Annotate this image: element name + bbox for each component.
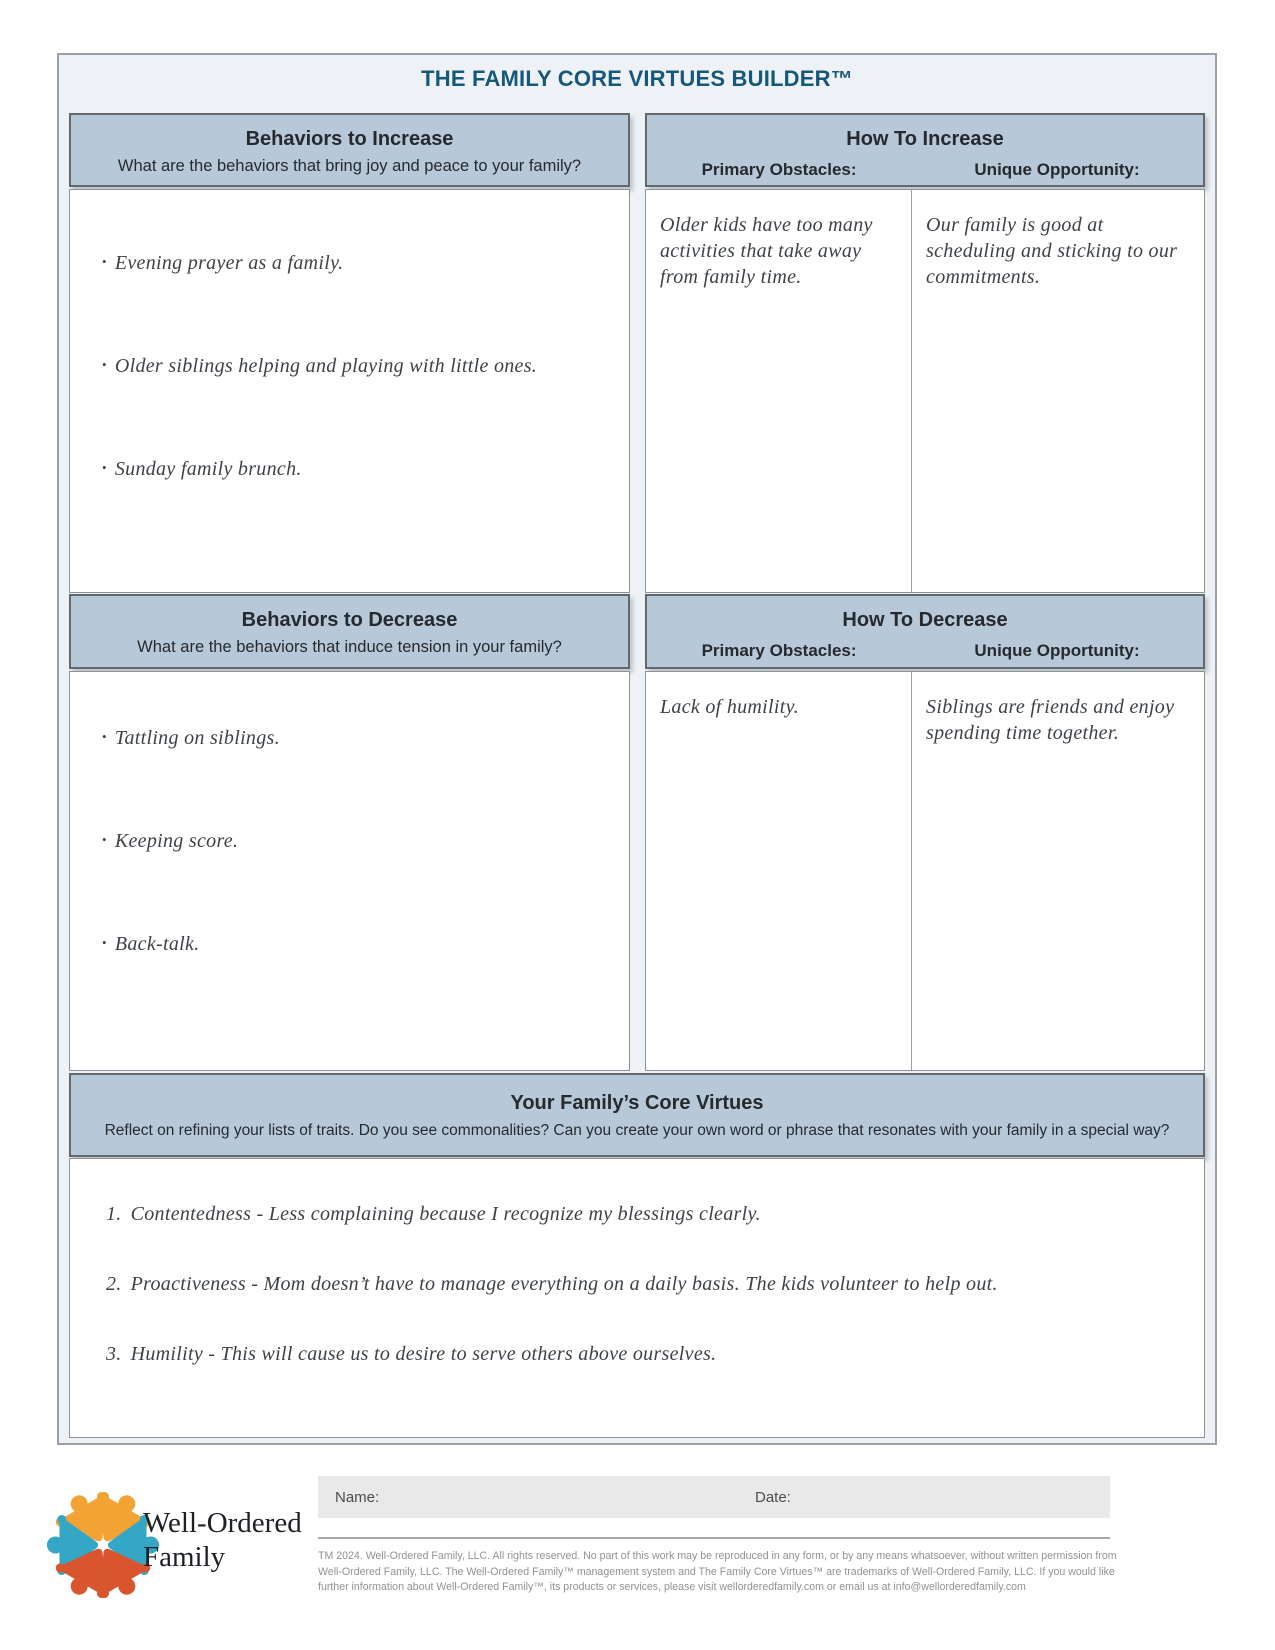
page-title: THE FAMILY CORE VIRTUES BUILDER™ [421,66,853,91]
list-item [102,355,615,378]
virtue-item [106,1203,1184,1226]
how-to-increase-cell[interactable] [645,189,1205,593]
virtue-item [106,1273,1184,1296]
unique-opportunity-cell[interactable] [911,190,1204,592]
behaviors-to-decrease-cell[interactable] [69,671,630,1071]
unique-opportunity-label: Unique Opportunity: [974,641,1140,660]
virtue-number: 1. [106,1203,122,1225]
name-date-bar [318,1476,1110,1518]
obstacles-text: Lack of humility. [660,696,799,718]
bullet-icon: • [102,460,107,475]
brand-wordmark [143,1506,302,1574]
list-item [102,727,615,750]
core-virtues-header [69,1073,1205,1157]
bullet-icon: • [102,935,107,950]
virtue-text: Contentedness - Less complaining because I recognize my blessings clearly. [130,1203,761,1225]
section-title: How To Decrease [842,609,1008,631]
section-prompt: What are the behaviors that induce tension in your family? [137,638,562,656]
primary-obstacles-label: Primary Obstacles: [701,641,857,660]
list-item [102,252,615,275]
obstacles-text: Older kids have too many activities that take away from family time. [660,214,873,288]
bullet-icon: • [102,357,107,372]
section-title: Your Family’s Core Virtues [510,1092,764,1114]
behaviors-to-increase-cell[interactable] [69,189,630,593]
virtue-number: 3. [106,1343,122,1365]
behaviors-to-increase-header [69,113,630,187]
date-field[interactable]: Date: [755,1488,791,1506]
list-item-text: Older siblings helping and playing with little ones. [114,355,538,377]
section-prompt: What are the behaviors that bring joy and peace to your family? [117,157,582,175]
list-item-text: Back-talk. [114,933,200,955]
list-item [102,933,615,956]
list-item-text: Sunday family brunch. [114,458,302,480]
how-to-decrease-cell[interactable] [645,671,1205,1071]
section-prompt: Reflect on refining your lists of traits. Do you see commonalities? Can you create your own word or phrase that resonates with your family in a special way? [104,1122,1170,1139]
virtue-number: 2. [106,1273,122,1295]
list-item-text: Evening prayer as a family. [114,252,344,274]
list-item [102,458,615,481]
unique-opportunity-label: Unique Opportunity: [974,160,1140,179]
list-item-text: Keeping score. [114,830,239,852]
brand-line1: Well-Ordered [143,1507,302,1539]
primary-obstacles-label: Primary Obstacles: [701,160,857,179]
virtue-text: Humility - This will cause us to desire to serve others above ourselves. [130,1343,717,1365]
opportunity-text: Siblings are friends and enjoy spending time together. [926,696,1175,744]
section-title: Behaviors to Decrease [241,609,458,631]
how-to-increase-header [645,113,1205,187]
section-title: Behaviors to Increase [245,128,454,150]
bullet-icon: • [102,729,107,744]
primary-obstacles-cell[interactable] [646,672,911,1070]
opportunity-text: Our family is good at scheduling and sticking to our commitments. [926,214,1178,288]
legal-text: TM 2024. Well-Ordered Family, LLC. All rights reserved. No part of this work may be reproduced in any form, or by any means whatsoever, without written permission from Well-Ordered Family, LLC. The Well-Ordered Family™ management system and The Family Core Virtues™ are trademarks of Well-Ordered Family, LLC. If you would like further information about Well-Ordered Family™, its products or services, please visit wellorderedfamily.com or email us at info@wellorderedfamily.com [318,1550,1117,1593]
primary-obstacles-cell[interactable] [646,190,911,592]
unique-opportunity-cell[interactable] [911,672,1204,1070]
brand-line2: Family [143,1541,226,1573]
bullet-icon: • [102,254,107,269]
section-title: How To Increase [846,128,1004,150]
list-item [102,830,615,853]
core-virtues-cell[interactable] [69,1158,1205,1438]
virtue-item [106,1343,1184,1366]
list-item-text: Tattling on siblings. [114,727,280,749]
name-field[interactable]: Name: [335,1488,380,1506]
behaviors-to-decrease-header [69,594,630,669]
worksheet-card [57,53,1217,1445]
footer-divider [318,1537,1110,1539]
virtue-text: Proactiveness - Mom doesn’t have to manage everything on a daily basis. The kids volunteer to help out. [130,1273,998,1295]
bullet-icon: • [102,832,107,847]
how-to-decrease-header [645,594,1205,669]
